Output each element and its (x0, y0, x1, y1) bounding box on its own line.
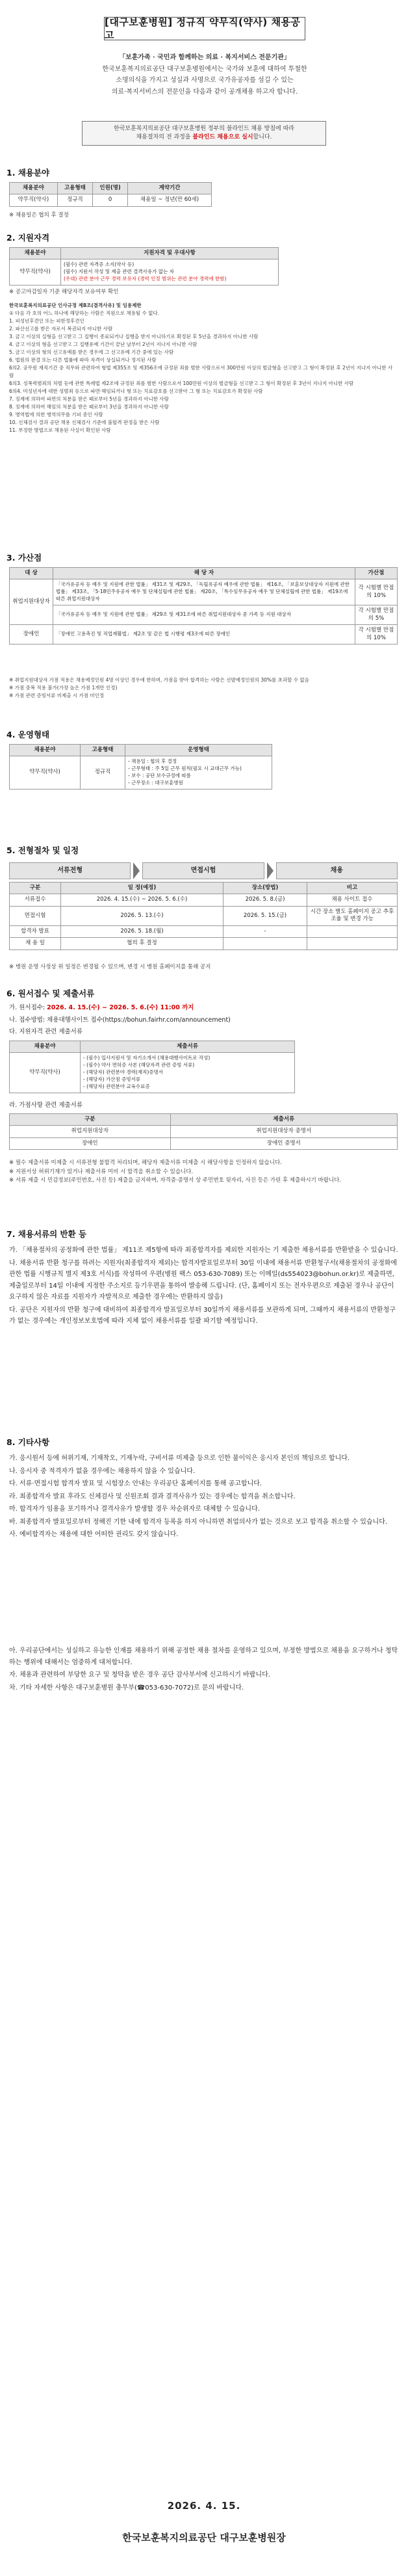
note-item: ※ 지원서상 허위기재가 있거나 제출서류 미비 시 합격을 취소할 수 있습니다. (9, 1168, 194, 1175)
operation-table (9, 744, 272, 790)
notice-line2-highlight: 블라인드 채용으로 실시 (192, 134, 253, 141)
cell: 2026. 5. 15.(금) (223, 906, 307, 925)
cell: 0 (93, 194, 128, 206)
bonus-docs-table (9, 1113, 398, 1150)
col-header: 장소(방법) (223, 883, 307, 894)
notice-line2-prefix: 채용절차의 전 과정을 (136, 134, 193, 141)
list-item: - (해당자) 관련분야 교육수료증 (83, 1083, 150, 1089)
list-item: 6의4. 미성년자에 대한 성범죄 등으로 파면·해임되거나 형 또는 치료감호를 선고받아 그 형 또는 치료감호가 확정된 사람 (9, 388, 263, 394)
col-header: 가산점 (355, 568, 398, 579)
cell: 면접시험 (10, 906, 61, 925)
section-1-heading: 1. 채용분야 (6, 168, 50, 178)
qualification-table (9, 247, 279, 285)
list-item: - 근무장소 : 대구보훈병원 (128, 780, 183, 786)
cell: 각 시험별 만점의 10% (355, 579, 398, 605)
list-item: 11. 부정한 방법으로 채용된 사실이 확인된 사람 (9, 427, 111, 433)
page-title: [대구보훈병원] 정규직 약무직(약사) 채용공고 (104, 17, 305, 40)
notice-line1: 한국보훈복지의료공단 대구보훈병원 정부의 블라인드 채용 방침에 따라 (114, 126, 294, 132)
list-item: 아. 우리공단에서는 성실하고 유능한 인재를 채용하기 위해 공정한 채용 절차를 운영하고 있으며, 부정한 방법으로 채용을 요구하거나 청탁하는 행위에 대해서는 엄중하게 대처합니다. (9, 1647, 398, 1666)
section-6-heading: 6. 원서접수 및 제출서류 (6, 989, 95, 998)
blind-recruit-notice (82, 121, 326, 146)
list-item: 6의3. 성폭력범죄의 처벌 등에 관한 특례법 제2조에 규정된 죄를 범한 사람으로서 100만원 이상의 벌금형을 선고받고 그 형이 확정된 후 3년이 지나지 아니한 사람 (9, 380, 354, 386)
flow-step: 서류전형 (9, 862, 131, 879)
list-item: 마. 합격자가 임용을 포기하거나 결격사유가 발생할 경우 차순위자로 대체할 수 있습니다. (9, 1506, 260, 1513)
notice-line2 (83, 133, 325, 142)
list-item: 9. 병역법에 의한 병역의무를 기피 중인 사람 (9, 412, 103, 418)
note-item: ※ 가점 관련 증빙서류 미제출 시 가점 미인정 (9, 693, 105, 698)
cell: 취업지원대상자 (10, 1126, 171, 1137)
cell: 정규직 (81, 756, 125, 790)
list-item: ① 다음 각 호의 어느 하나에 해당하는 사람은 직원으로 채용될 수 없다. (9, 310, 159, 316)
list-item: - (해당자) 가산점 증빙서류 (83, 1076, 141, 1083)
cell: 채용일 ~ 정년(만 60세) (128, 194, 212, 206)
list-item: - (필수) 입사지원서 및 자기소개서 (채용대행사이트로 작성) (83, 1055, 210, 1061)
col-header: 고용형태 (57, 183, 92, 194)
cell: 「국가유공자 등 예우 및 지원에 관한 법률」 제29조 및 제31조에 따른 취업지원대상자 중 가족 등 지원 대상자 (53, 605, 355, 625)
cell: 장애인 증명서 (170, 1137, 397, 1149)
section-2-note: ※ 공고마감일자 기준 해당자격 보유여부 확인 (9, 289, 119, 295)
cell: 「장애인 고용촉진 및 직업재활법」 제2조 및 같은 법 시행령 제3조에 따른 장애인 (53, 625, 355, 644)
list-item: 라. 최종합격자 발표 후라도 신체검사 및 신원조회 결과 결격사유가 있는 경우에는 합격을 취소합니다. (9, 1493, 296, 1500)
intro-line: 한국보훈복지의료공단 대구보훈병원에서는 국가와 보훈에 대하여 투철한 (102, 65, 307, 73)
cell: 2026. 5. 8.(금) (223, 894, 307, 906)
col-header: 일 정(예정) (61, 883, 223, 894)
list-item: 6. 법원의 판결 또는 다른 법률에 따라 자격이 상실되거나 정지된 사람 (9, 357, 157, 363)
section-7-body (9, 1245, 399, 1329)
disqualification-block (9, 302, 396, 434)
cell: 각 시험별 만점의 5% (355, 605, 398, 625)
flow-step: 채용 (276, 862, 398, 879)
list-item: 다. 공단은 지원자의 반환 청구에 대비하여 최종합격자 발표일로부터 30일까지 채용서류를 보관하게 되며, 그때까지 채용서류의 반환청구가 없는 경우에는 개인정보보호법에 따라 지체 없이 채용서류를 일괄 파기할 예정입니다. (9, 1306, 396, 1325)
section-3-notes (9, 676, 396, 700)
cell: - (223, 925, 307, 937)
list-item: - (해당자) 관련분야 경력(재직)증명서 (83, 1069, 163, 1076)
section-5-heading: 5. 전형절차 및 일정 (6, 845, 79, 855)
section-5-note: ※ 병원 운영 사정상 위 일정은 변경될 수 있으며, 변경 시 병원 홈페이지를 통해 공지 (9, 964, 211, 970)
list-item: 6의2. 공무원 재직기간 중 직무와 관련하여 형법 제355조 및 제356조에 규정된 죄를 범한 사람으로서 300만원 이상의 벌금형을 선고받고 그 형이 확정된 후 2년이 지나지 아니한 사람 (9, 365, 393, 378)
section-2-heading: 2. 지원자격 (6, 233, 50, 243)
section-3-heading: 3. 가산점 (6, 553, 42, 563)
list-item: (필수) 지원서 작성 및 제출 관련 결격사유가 없는 자 (64, 269, 174, 275)
col-header: 구분 (10, 1114, 171, 1126)
intro-line: 소명의식을 가지고 성실과 사명으로 국가유공자를 섬길 수 있는 (116, 77, 294, 84)
process-flow (9, 862, 398, 879)
col-header: 지원자격 및 우대사항 (61, 248, 279, 259)
cell (307, 925, 398, 937)
apply-period-value: 2026. 4. 15.(수) ~ 2026. 5. 6.(수) 11:00 까지 (47, 1004, 194, 1011)
cell: 협의 후 결정 (61, 938, 223, 949)
cell: 장애인 (10, 1137, 171, 1149)
section-8-heading: 8. 기타사항 (6, 1437, 50, 1447)
col-header: 구분 (10, 883, 61, 894)
intro-line: 「보훈가족 · 국민과 함께하는 의료 · 복지서비스 전문기관」 (119, 54, 290, 61)
cell: 약무직(약사) (10, 194, 58, 206)
col-header: 운영형태 (125, 745, 272, 756)
bonus-docs-title: 라. 가점사항 관련 제출서류 (9, 1102, 83, 1109)
col-header: 비고 (307, 883, 398, 894)
list-item: 가. 응시원서 등에 허위기재, 기재착오, 기재누락, 구비서류 미제출 등으로 인한 불이익은 응시자 본인의 책임으로 합니다. (9, 1455, 350, 1462)
col-header: 제출서류 (170, 1114, 397, 1126)
col-header: 채용분야 (10, 183, 58, 194)
list-item: 사. 예비합격자는 채용에 대한 어떠한 권리도 갖지 않습니다. (9, 1531, 179, 1538)
announcement-date: 2026. 4. 15. (167, 2500, 241, 2512)
list-item: - (필수) 약사 면허증 사본 (해당자격 관련 증빙 서류) (83, 1062, 195, 1069)
cell: 약무직(약사) (10, 756, 81, 790)
list-item: 나. 채용서류 반환 청구를 하려는 지원자(최종합격자 제외)는 합격자발표일로부터 30일 이내에 채용서류 반환청구서(채용절차의 공정화에 관한 법률 시행규칙 별지 제3호 서식)를 작성하여 우편(병원 팩스 053-630-7089) 또는 이메일(ds554023@bohun.or.kr)로 제출하면, 제출일로부터 14일 이내에 지정한 주소지로 등기우편을 통하여 발송해 드립니다. (단, 홈페이지 또는 전자우편으로 제출된 경우나 공단이 요구하지 않은 자료를 지원자가 자발적으로 제출한 경우에는 반환하지 않음) (9, 1259, 398, 1301)
apply-period-label: 가. 원서접수: (9, 1004, 47, 1011)
list-item: - 근무형태 : 주 5일 근무 원칙(필요 시 교대근무 가능) (128, 765, 242, 772)
arrow-right-icon (133, 862, 140, 879)
list-item: 가. 「채용절차의 공정화에 관한 법률」 제11조 제5항에 따라 최종합격자를 제외한 지원자는 기 제출한 채용서류를 반환받을 수 있습니다. (9, 1247, 398, 1254)
section-7-heading: 7. 채용서류의 반환 등 (6, 1229, 87, 1239)
intro-text (62, 52, 348, 98)
operation-list (125, 756, 272, 790)
cell: 정규직 (57, 194, 92, 206)
qualification-list (61, 259, 279, 285)
col-header: 계약기간 (128, 183, 212, 194)
note-item: ※ 가점 중복 적용 불가(가장 높은 가점 1개만 인정) (9, 685, 118, 691)
list-item: 10. 신체검사 결과 공단 채용 신체검사 기준에 불합격 판정을 받은 사람 (9, 419, 160, 425)
cell: 2026. 5. 13.(수) (61, 906, 223, 925)
col-header: 제출서류 (81, 1041, 295, 1053)
note-item: ※ 필수 제출서류 미제출 시 서류전형 불합격 처리되며, 해당자 제출서류 미제출 시 해당사항을 인정하지 않습니다. (9, 1160, 282, 1166)
cell (223, 938, 307, 949)
bonus-points-table (9, 567, 398, 644)
cell (307, 938, 398, 949)
cell: 서류접수 (10, 894, 61, 906)
list-item: 나. 응시자 중 적격자가 없을 경우에는 채용하지 않을 수 있습니다. (9, 1467, 196, 1475)
docs-list (81, 1053, 295, 1093)
list-item: - 채용일 : 협의 후 결정 (128, 758, 177, 765)
cell: 채 용 일 (10, 938, 61, 949)
list-item: 4. 금고 이상의 형을 선고받고 그 집행유예 기간이 끝난 날부터 2년이 지나지 아니한 사람 (9, 341, 198, 347)
required-docs-table (9, 1041, 295, 1093)
cell: 각 시험별 만점의 10% (355, 625, 398, 644)
cell: 약무직(약사) (10, 1053, 81, 1093)
cell: 약무직(약사) (10, 259, 61, 285)
list-item: 5. 금고 이상의 형의 선고유예를 받은 경우에 그 선고유예 기간 중에 있는 사람 (9, 349, 174, 355)
cell: 「국가유공자 등 예우 및 지원에 관한 법률」 제31조 및 제29조, 「독립유공자 예우에 관한 법률」 제16조, 「보훈보상대상자 지원에 관한 법률」 제33조, 「5·18민주유공자 예우 및 단체설립에 관한 법률」 제20조, 「특수임무유공자 예우 및 단체설립에 관한 법률」 제19조에 따른 취업지원대상자 (53, 579, 355, 605)
list-item: 7. 징계에 의하여 파면의 처분을 받은 때로부터 5년을 경과하지 아니한 사람 (9, 396, 169, 402)
col-header: 채용분야 (10, 745, 81, 756)
section-8-extra (9, 1645, 399, 1695)
section-6-body (9, 1003, 399, 1039)
list-item: 다. 서류·면접시험 합격자 발표 및 시험장소 안내는 우리공단 홈페이지를 통해 공고합니다. (9, 1480, 262, 1487)
list-item: 2. 파산선고를 받은 자로서 복권되지 아니한 사람 (9, 326, 113, 332)
arrow-right-icon (267, 862, 274, 879)
list-item: - 보수 : 공단 보수규정에 따름 (128, 773, 191, 779)
col-header: 고용형태 (81, 745, 125, 756)
section-6-notes (9, 1159, 396, 1186)
list-item: 차. 기타 자세한 사항은 대구보훈병원 총무부(☎053-630-7072)로 문의 바랍니다. (9, 1684, 244, 1692)
cell: 장애인 (10, 625, 53, 644)
col-header: 채용분야 (10, 1041, 81, 1053)
cell: 2026. 4. 15.(수) ~ 2026. 5. 6.(수) (61, 894, 223, 906)
col-header: 인원(명) (93, 183, 128, 194)
cell: 2026. 5. 18.(월) (61, 925, 223, 937)
flow-step: 면접시험 (142, 862, 264, 879)
section-4-heading: 4. 운영형태 (6, 730, 50, 739)
list-item: 3. 금고 이상의 실형을 선고받고 그 집행이 종료되거나 집행을 받지 아니하기로 확정된 후 5년을 경과하지 아니한 사람 (9, 334, 259, 339)
col-header: 해 당 자 (53, 568, 355, 579)
issuer-name: 한국보훈복지의료공단 대구보훈병원장 (122, 2532, 286, 2543)
cell: 취업지원대상자 (10, 579, 53, 625)
apply-period (9, 1003, 399, 1014)
note-item: ※ 취업지원대상자 가점 적용은 채용예정인원 4명 이상인 경우에 한하며, 가점을 받아 합격하는 사람은 선발예정인원의 30%를 초과할 수 없음 (9, 677, 309, 683)
cell: 취업지원대상자 증명서 (170, 1126, 397, 1137)
col-header: 채용분야 (10, 248, 61, 259)
required-docs-title: 다. 지원자격 관련 제출서류 (9, 1028, 83, 1036)
section-1-note: ※ 채용일은 협의 후 결정 (9, 212, 69, 219)
col-header: 대 상 (10, 568, 53, 579)
schedule-table (9, 882, 398, 950)
note-item: ※ 서류 제출 시 민감정보(주민번호, 사진 등) 제출을 금지하며, 자격증·증명서 상 주민번호 뒷자리, 사진 등은 가린 후 제출하시기 바랍니다. (9, 1177, 342, 1184)
list-item: 1. 피성년후견인 또는 피한정후견인 (9, 318, 84, 324)
list-item: 자. 채용과 관련하여 부당한 요구 및 청탁을 받은 경우 공단 감사부서에 신고하시기 바랍니다. (9, 1671, 270, 1679)
apply-method: 나. 접수방법: 채용대행사이트 접수(https://bohun.fairhr.com/announcement) (9, 1016, 231, 1024)
cell: 채용 사이트 접수 (307, 894, 398, 906)
list-item: 8. 징계에 의하여 해임의 처분을 받은 때로부터 3년을 경과하지 아니한 사람 (9, 404, 169, 410)
list-item: 한국보훈복지의료공단 인사규정 제8조(결격사유) 및 임용제한 (9, 302, 142, 308)
intro-line: 의료·복지서비스의 전문인을 다음과 같이 공개채용 하고자 합니다. (111, 88, 298, 96)
cell: 합격자 발표 (10, 925, 61, 937)
list-item: 바. 최종합격자 발표일로부터 정해진 기한 내에 합격자 등록을 하지 아니하면 취업의사가 없는 것으로 보고 합격을 취소할 수 있습니다. (9, 1518, 388, 1526)
list-item: (필수) 관련 자격증 소지(약사 등) (64, 261, 134, 268)
cell: 시간 장소 별도 홈페이지 공고 추후 조율 및 변경 가능 (307, 906, 398, 925)
list-item: (우대) 관련 분야 근무 경력 보유자 (경력 인정 범위는 관련 분야 경력에 한함) (64, 276, 227, 282)
recruit-field-table (9, 182, 212, 207)
section-8-body (9, 1453, 399, 1542)
notice-line2-suffix: 합니다. (253, 134, 272, 141)
